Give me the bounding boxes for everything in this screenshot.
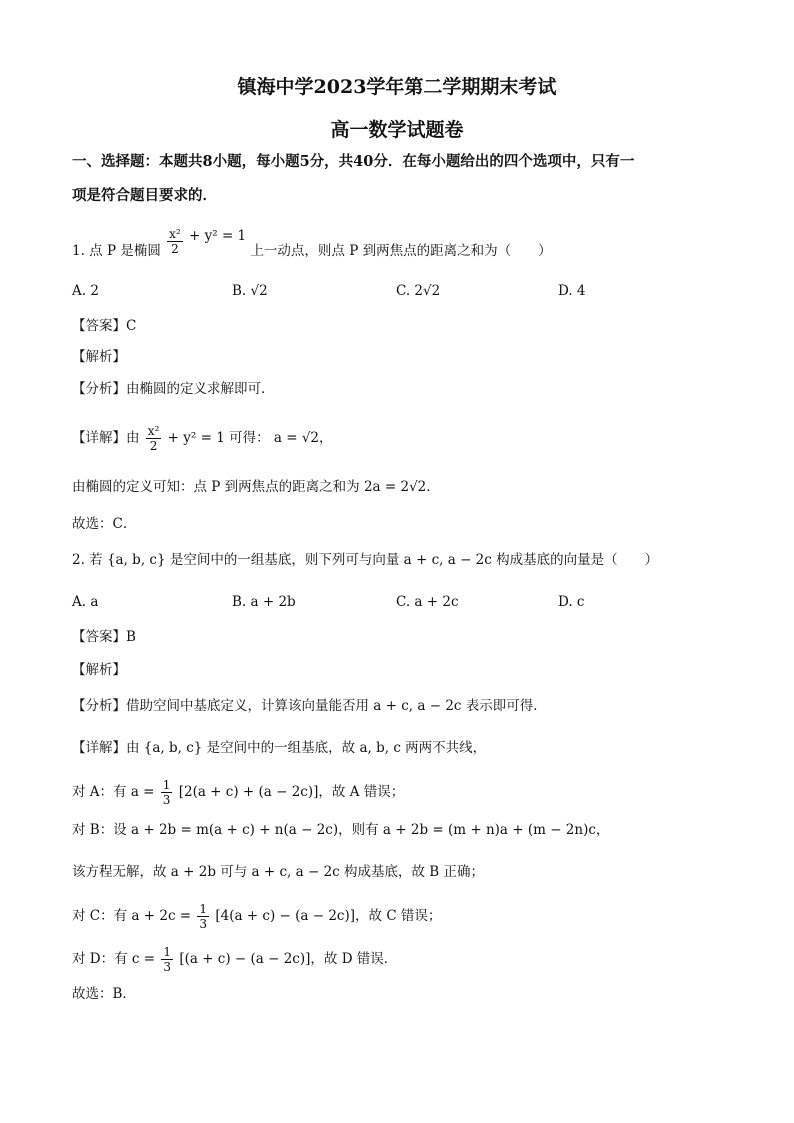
q1-option-b: B. √2 [232, 283, 268, 299]
q2-lc-rest: [4(a + c) − (a − 2c)]，故 C 错误； [215, 908, 442, 924]
q1-xiangjie [72, 424, 333, 453]
q2-option-c: C. a + 2c [396, 594, 459, 610]
q1-suffix: 上一动点，则点 P 到两焦点的距离之和为（ ） [250, 243, 552, 259]
q1-option-c: C. 2√2 [396, 283, 441, 299]
q2-answer-value: B [126, 629, 136, 645]
page-title: 镇海中学2023学年第二学期期末考试 [237, 76, 557, 98]
q1-option-d: D. 4 [558, 283, 586, 299]
q2-la-num: 1 [162, 778, 171, 792]
q2-lc-prefix: 对 C：有 a + 2c = [72, 908, 192, 924]
q1-xj-rest: + y² = 1 可得： [167, 430, 270, 446]
q1-option-a: A. 2 [72, 283, 99, 299]
q1-line2: 由椭圆的定义可知：点 P 到两焦点的距离之和为 2a = 2√2． [72, 479, 440, 495]
q2-analysis-tag: 【解析】 [72, 662, 126, 678]
q1-choose: 故选：C． [72, 516, 137, 532]
q1-frac-num: x² [169, 227, 181, 241]
q1-eq-rest: + y² = 1 [189, 228, 247, 244]
q1-xj-prefix: 由 [126, 430, 140, 446]
q1-xiangjie-tag: 【详解】 [72, 430, 126, 446]
q1-frac-den: 2 [171, 242, 179, 256]
q1-prefix: 1. 点 P 是椭圆 [72, 243, 161, 259]
q2-xj1: 由 {a, b, c} 是空间中的一组基底，故 a, b, c 两两不共线， [126, 740, 487, 756]
q2-ld-den: 3 [163, 960, 172, 974]
q2-case-d [72, 945, 397, 974]
q2-answer-tag: 【答案】 [72, 629, 126, 645]
q2-option-b: B. a + 2b [232, 594, 296, 610]
q1-fenxi [72, 379, 275, 399]
section-heading-line1: 一、选择题：本题共8小题，每小题5分，共40分．在每小题给出的四个选项中，只有一 [72, 153, 635, 170]
q2-la-prefix: 对 A：有 a = [72, 784, 155, 800]
q2-fenxi [72, 696, 547, 716]
q2-lc-den: 3 [199, 917, 208, 931]
q1-analysis-tag: 【解析】 [72, 349, 126, 365]
q1-ellipse-fraction [167, 227, 183, 256]
section-heading-line2: 项是符合题目要求的． [72, 187, 217, 204]
q2-ld-num: 1 [163, 945, 172, 959]
page-subtitle: 高一数学试题卷 [330, 119, 464, 141]
q2-ld-prefix: 对 D：有 c = [72, 951, 156, 967]
q2-case-b: 对 B：设 a + 2b = m(a + c) + n(a − 2c)，则有 a + 2b = (m + n)a + (m − 2n)c， [72, 822, 610, 838]
q1-xj-num: x² [147, 424, 160, 438]
q1-stem [72, 227, 552, 266]
q2-la-fraction [161, 778, 173, 807]
q2-stem: 2. 若 {a, b, c} 是空间中的一组基底，则下列可与向量 a + c, a − 2c 构成基底的向量是（ ） [72, 552, 659, 568]
q2-answer [72, 627, 136, 647]
q2-xiangjie-tag: 【详解】 [72, 740, 126, 756]
q2-la-den: 3 [162, 793, 171, 807]
q2-fenxi-tag: 【分析】 [72, 698, 126, 714]
q2-option-d: D. c [558, 594, 585, 610]
q2-case-c [72, 902, 441, 931]
q2-case-a [72, 778, 404, 807]
q2-lc-num: 1 [199, 902, 208, 916]
q2-ld-fraction [161, 945, 173, 974]
q1-xj-fraction [146, 424, 162, 453]
q1-fenxi-tag: 【分析】 [72, 381, 126, 397]
q1-xj-den: 2 [149, 439, 158, 453]
q2-choose: 故选：B． [72, 986, 136, 1002]
q1-fenxi-text: 由椭圆的定义求解即可． [126, 381, 275, 397]
q2-option-a: A. a [72, 594, 99, 610]
q1-answer-tag: 【答案】 [72, 318, 126, 334]
q1-xj-result: a = √2， [273, 430, 333, 446]
q2-la-rest: [2(a + c) + (a − 2c)]，故 A 错误； [178, 784, 405, 800]
q1-answer [72, 316, 136, 336]
q2-xiangjie [72, 738, 486, 758]
q2-lc-fraction [197, 902, 209, 931]
q2-fenxi-text: 借助空间中基底定义，计算该向量能否用 a + c, a − 2c 表示即可得． [126, 698, 547, 714]
q1-answer-value: C [126, 318, 137, 334]
q2-ld-rest: [(a + c) − (a − 2c)]，故 D 错误． [179, 951, 398, 967]
q2-case-b2: 该方程无解，故 a + 2b 可与 a + c, a − 2c 构成基底，故 B 正确； [72, 864, 485, 880]
